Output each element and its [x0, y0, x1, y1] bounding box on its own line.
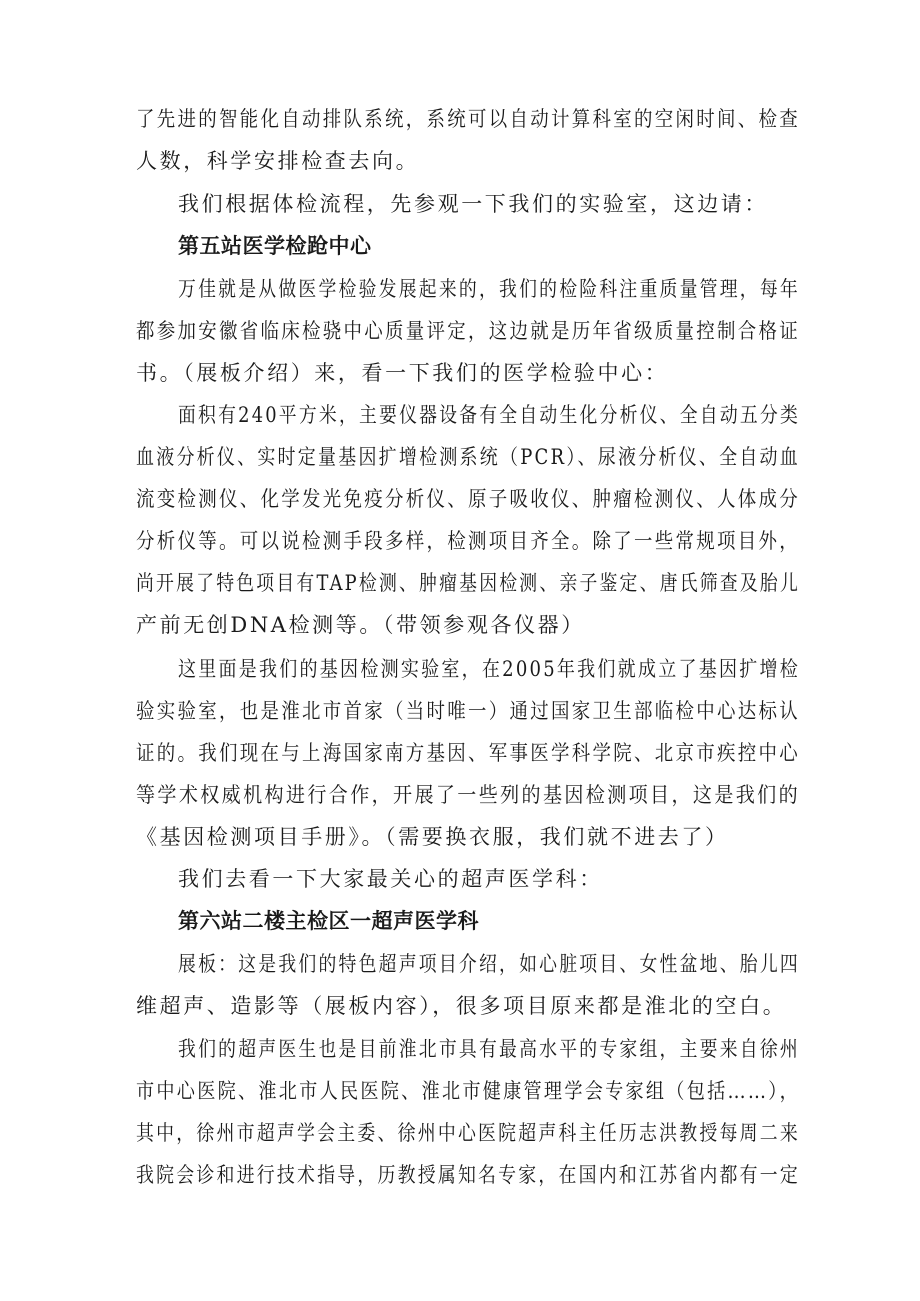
text-line-content: 我们的超声医生也是目前淮北市具有最高水平的专家组，主要来自徐州	[178, 1037, 800, 1061]
text-line	[136, 736, 920, 770]
text-line	[136, 144, 920, 178]
text-line-content: 流变检测仪、化学发光免疫分析仪、原子吸收仪、肿瘤检测仪、人体成分	[136, 487, 800, 511]
text-line-content: 都参加安徽省临床检骁中心质量评定，这边就是历年省级质量控制合格证	[136, 319, 800, 343]
text-line	[178, 947, 920, 981]
text-line	[178, 862, 920, 896]
text-line	[136, 1116, 920, 1150]
text-line	[178, 187, 920, 221]
text-line	[136, 440, 920, 474]
section-heading: 第五站医学检跄中心	[178, 234, 372, 258]
text-line	[136, 1074, 920, 1108]
text-line-content: 尚开展了特色项目有TAP检测、肿瘤基因检测、亲子鉴定、唐氏筛查及胎儿	[136, 571, 800, 595]
text-line	[136, 102, 920, 136]
text-line-content: 分析仪等。可以说检测手段多样，检测项目齐全。除了一些常规项目外，	[136, 529, 800, 553]
text-line	[136, 608, 920, 642]
text-line	[178, 652, 920, 686]
text-line	[178, 272, 920, 306]
text-line-content: 血液分析仪、实时定量基因扩增检测系统（PCR）、尿液分析仪、全自动血	[136, 445, 800, 469]
text-line-content: 了先进的智能化自动排队系统，系统可以自动计算科室的空闲时间、检查	[136, 107, 800, 131]
text-line	[136, 482, 920, 516]
text-line-content: 我们根据体检流程，先参观一下我们的实验室，这边请：	[178, 192, 768, 216]
text-line-content: 其中，徐州市超声学会主委、徐州中心医院超声科主任历志洪教授每周二来	[136, 1121, 800, 1145]
text-line-content: 书。（展板介绍）来，看一下我们的医学检验中心：	[136, 361, 669, 385]
text-line-content: 验实验室，也是淮北市首家（当时唯一）通过国家卫生部临检中心达标认	[136, 699, 800, 723]
text-line-content: 展板：这是我们的特色超声项目介绍，如心脏项目、女性盆地、胎儿四	[178, 952, 800, 976]
section-heading: 第六站二楼主检区一超声医学科	[178, 909, 479, 933]
text-line	[136, 524, 920, 558]
text-line-content: 《基因检测项目手册》。（需要换衣服，我们就不进去了）	[136, 825, 729, 849]
text-line-content: 万佳就是从做医学检验发展起来的，我们的检险科注重质量管理，每年	[178, 277, 800, 301]
text-line	[136, 314, 920, 348]
text-line-content: 维超声、造影等（展板内容），很多项目原来都是淮北的空白。	[136, 994, 787, 1018]
text-line-content: 我院会诊和进行技术指导，历教授属知名专家，在国内和江苏省内都有一定	[136, 1163, 800, 1187]
text-line-content: 市中心医院、淮北市人民医院、淮北市健康管理学会专家组（包括……），	[136, 1079, 800, 1103]
text-line	[136, 566, 920, 600]
text-line	[136, 1158, 920, 1192]
text-line	[136, 694, 920, 728]
text-line-content: 人数，科学安排检查去向。	[136, 149, 420, 173]
text-line-content: 证的。我们现在与上海国家南方基因、军事医学科学院、北京市疾控中心	[136, 741, 800, 765]
text-line	[136, 356, 920, 390]
text-line	[136, 989, 920, 1023]
text-line	[178, 398, 920, 432]
text-line	[136, 778, 920, 812]
text-line	[178, 1032, 920, 1066]
text-line-content: 产前无创DNA检测等。（带领参观各仪器）	[136, 613, 585, 637]
text-line-content: 面积有240平方米，主要仪器设备有全自动生化分析仪、全自动五分类	[178, 403, 800, 427]
text-line	[136, 820, 920, 854]
text-line-content: 我们去看一下大家最关心的超声医学科：	[178, 867, 603, 891]
text-line-content: 这里面是我们的基因检测实验室，在2005年我们就成立了基因扩增检	[178, 657, 800, 681]
text-line-content: 等学术权威机构进行合作，开展了一些列的基因检测项目，这是我们的	[136, 783, 800, 807]
